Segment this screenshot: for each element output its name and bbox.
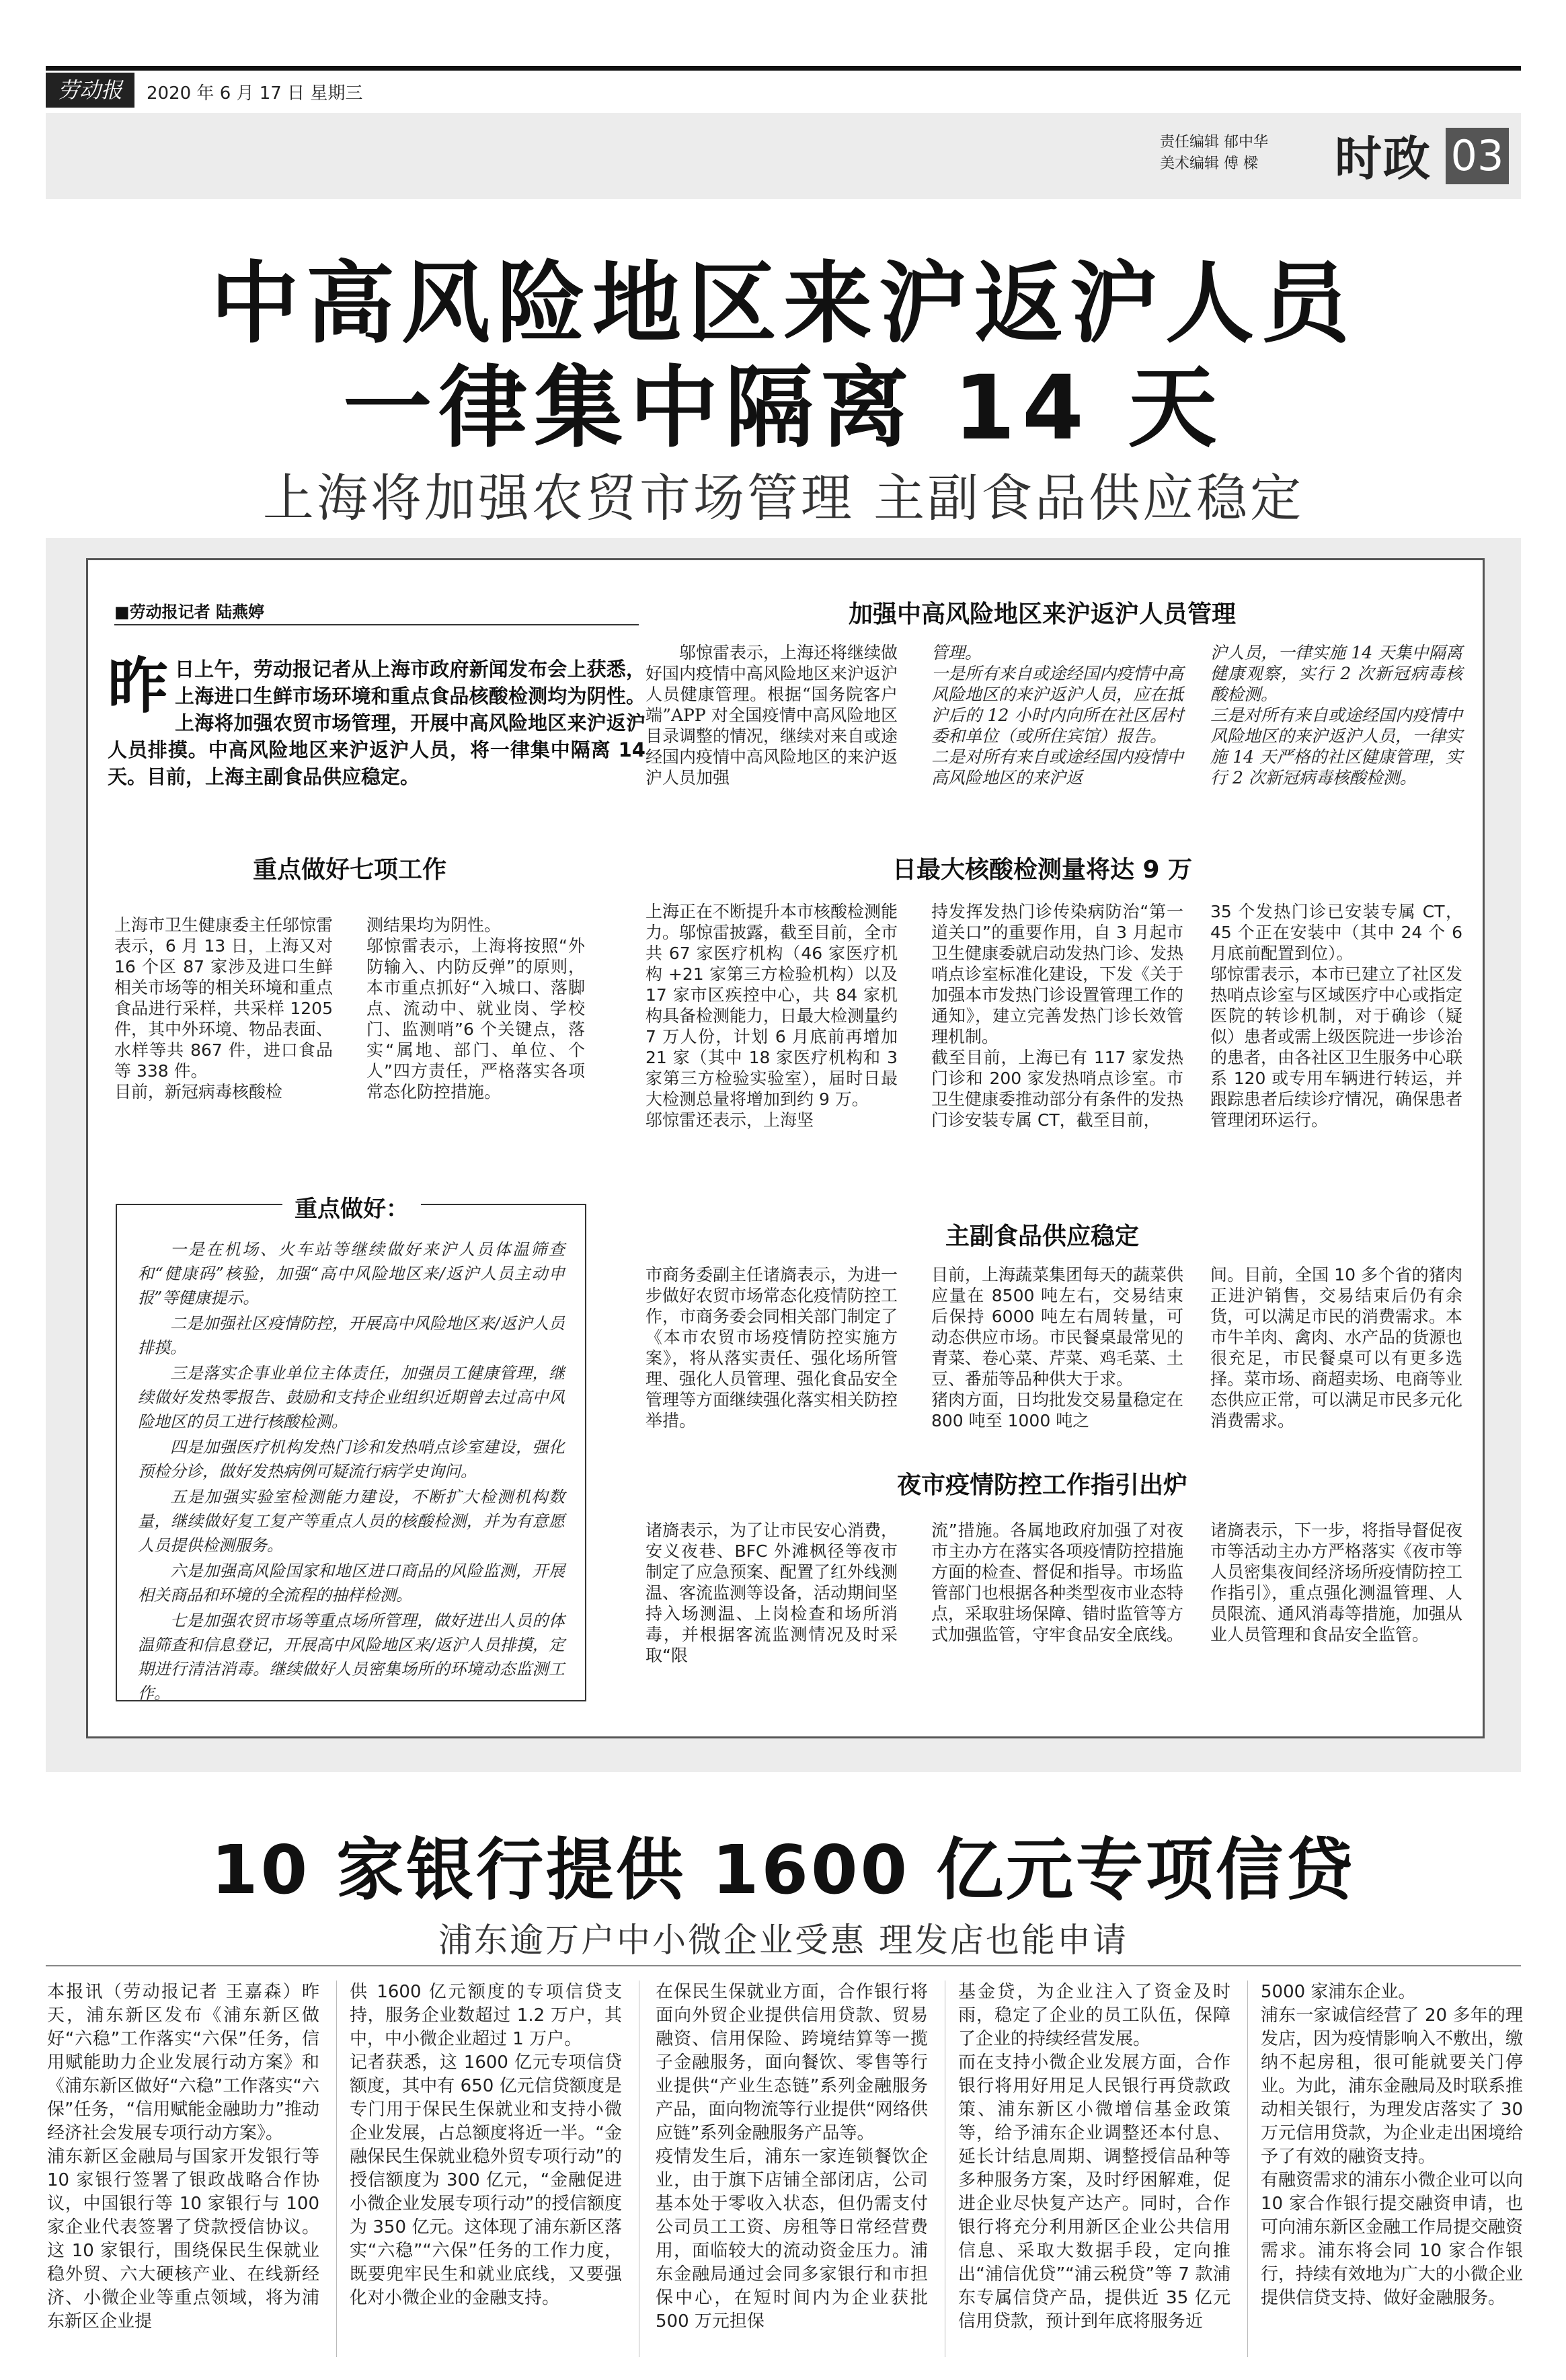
second-story-col1: 本报讯（劳动报记者 王嘉森）昨天，浦东新区发布《浦东新区做好“六稳”工作落实“六保”任务，信用赋能助力企业发展行动方案》和《浦东新区做好“六稳”工作落实“六保”任务，“信用赋能金融助力”推动经济社会发展专项行动方案》。 浦东新区金融局与国家开发银行等 10 家银行签署了银政战略合作协议，中国银行等 10 家银行与 100 家企业代表签署了贷款授信协议。这 10 家银行，围绕保民生保就业稳外贸、六大硬核产业、在线新经济、小微企业等重点领域，将为浦东新区企业提 <box>47 1982 319 2332</box>
second-headline: 10 家银行提供 1600 亿元专项信贷 <box>211 1831 1356 1909</box>
arrivals-col3: 沪人员，一律实施 14 天集中隔离健康观察，实行 2 次新冠病毒核酸检测。 三是对所有来自或途经国内疫情中风险地区的来沪返沪人员，一律实施 14 天严格的社区健康管理，实行 2 次新冠病毒核酸检测。 <box>1210 643 1463 788</box>
arrivals-col1: 邬惊雷表示，上海还将继续做好国内疫情中高风险地区来沪返沪人员健康管理。根据“国务院客户端”APP 对全国疫情中高风险地区目录调整的情况，继续对来自或途经国内疫情中高风险地区的来沪返沪人员加强 <box>645 643 898 788</box>
key-task-item: 四是加强医疗机构发热门诊和发热哨点诊室建设，强化预检分诊，做好发热病例可疑流行病学史询问。 <box>138 1438 565 1481</box>
subhead-night-market: 夜市疫情防控工作指引出炉 <box>896 1471 1187 1499</box>
newspaper-logo: 劳动报 <box>46 73 134 108</box>
second-story-col5: 5000 家浦东企业。 浦东一家诚信经营了 20 多年的理发店，因为疫情影响入不敷出，缴纳不起房租，很可能就要关门停业。为此，浦东金融局及时联系推动相关银行，为理发店落实了 30 万元信用贷款，为企业走出困境给予了有效的融资支持。 有融资需求的浦东小微企业可以向 10 家合作银行提交融资申请，也可向浦东新区金融工作局提交融资需求。浦东将会同 10 家合作银行，持续有效地为广大的小微企业提供信贷支持、做好金融服务。 <box>1261 1982 1524 2308</box>
key-task-item: 二是加强社区疫情防控，开展高中风险地区来/返沪人员排摸。 <box>138 1314 565 1357</box>
column-divider <box>336 1981 337 2357</box>
second-story-col3: 在保民生保就业方面，合作银行将面向外贸企业提供信用贷款、贸易融资、信用保险、跨境结算等一揽子金融服务，面向餐饮、零售等行业提供“产业生态链”系列金融服务产品，面向物流等行业提供“网络供应链”系列金融服务产品等。 疫情发生后，浦东一家连锁餐饮企业，由于旗下店铺全部闭店，公司基本处于零收入状态，但仍需支付公司员工工资、房租等日常经营费用，面临较大的流动资金压力。浦东金融局通过会同多家银行和市担保中心，在短时间内为企业获批 500 万元担保 <box>656 1982 928 2332</box>
testing-col1: 上海正在不断提升本市核酸检测能力。邬惊雷披露，截至目前，全市共 67 家医疗机构（46 家医疗机构 +21 家第三方检验机构）以及 17 家市区疾控中心，共 84 家机构具备检测能力，日最大检测量约 7 万人份，计划 6 月底前再增加 21 家（其中 18 家医疗机构和 3 家第三方检验实验室），届时日最大检测总量将增加到约 9 万。 邬惊雷还表示，上海坚 <box>645 902 898 1130</box>
key-task-item: 七是加强农贸市场等重点场所管理，做好进出人员的体温筛查和信息登记，开展高中风险地区来/返沪人员排摸，定期进行清洁消毒。继续做好人员密集场所的环境动态监测工作。 <box>138 1611 565 1703</box>
subhead-seven-tasks: 重点做好七项工作 <box>252 856 446 884</box>
second-story-col2: 供 1600 亿元额度的专项信贷支持，服务企业数超过 1.2 万户，其中，中小微企业超过 1 万户。 记者获悉，这 1600 亿元专项信贷额度，其中有 650 亿元信贷额度是专门用于保民生保就业和支持小微企业发展，占总额度将近一半。“金融保民生保就业稳外贸专项行动”的授信额度为 300 亿元，“金融促进小微企业发展专项行动”的授信额度为 350 亿元。这体现了浦东新区落实“六稳”“六保”任务的工作力度，既要兜牢民生和就业底线，又要强化对小微企业的金融支持。 <box>350 1982 622 2308</box>
editor-line: 责任编辑 郁中华 <box>1160 134 1268 151</box>
second-subheadline: 浦东逾万户中小微企业受惠 理发店也能申请 <box>438 1921 1128 1960</box>
top-rule <box>46 66 1521 71</box>
byline: ■劳动报记者 陆燕婷 <box>114 603 265 621</box>
key-tasks-box-title: 重点做好： <box>282 1190 421 1223</box>
testing-col2: 持发挥发热门诊传染病防治“第一道关口”的重要作用，自 3 月起市卫生健康委就启动发热门诊、发热哨点诊室标准化建设，下发《关于加强本市发热门诊设置管理工作的通知》，建立完善发热门诊长效管理机制。 截至目前，上海已有 117 家发热门诊和 200 家发热哨点诊室。市卫生健康委推动部分有条件的发热门诊安装专属 CT，截至目前， <box>931 902 1184 1130</box>
column-divider <box>1247 1981 1248 2357</box>
arrivals-col2: 管理。 一是所有来自或途经国内疫情中高风险地区的来沪返沪人员，应在抵沪后的 12 小时内向所在社区居村委和单位（或所住宾馆）报告。 二是对所有来自或途经国内疫情中高风险地区的来沪返 <box>931 643 1184 788</box>
seven-tasks-col1: 上海市卫生健康委主任邬惊雷表示，6 月 13 日，上海又对 16 个区 87 家涉及进口生鲜相关市场等的相关环境和重点食品进行采样，共采样 1205 件，其中外环境、物品表面、水样等共 867 件，进口食品等 338 件。 目前，新冠病毒核酸检 <box>114 915 334 1102</box>
seven-tasks-col2: 测结果均为阴性。 邬惊雷表示，上海将按照“外防输入、内防反弹”的原则，本市重点抓好“入城口、落脚点、流动中、就业岗、学校门、监测哨”6 个关键点，落实“属地、部门、单位、个人”四方责任，严格落实各项常态化防控措施。 <box>366 915 585 1102</box>
issue-date: 2020 年 6 月 17 日 星期三 <box>147 83 363 104</box>
key-task-item: 六是加强高风险国家和地区进口商品的风险监测，开展相关商品和环境的全流程的抽样检测。 <box>138 1562 565 1605</box>
subhead-arrivals: 加强中高风险地区来沪返沪人员管理 <box>848 601 1236 628</box>
masthead-band <box>46 113 1521 199</box>
main-headline-line2: 一律集中隔离 14 天 <box>343 356 1224 460</box>
key-tasks-list <box>138 1237 565 1707</box>
supply-col1: 市商务委副主任诸旖表示，为进一步做好农贸市场常态化疫情防控工作，市商务委会同相关部门制定了《本市农贸市场疫情防控实施方案》，将从落实责任、强化场所管理、强化人员管理、强化食品安全管理等方面继续强化落实相关防控举措。 <box>645 1265 898 1430</box>
supply-col2: 目前，上海蔬菜集团每天的蔬菜供应量在 8500 吨左右，交易结束后保持 6000 吨左右周转量，可动态供应市场。市民餐桌最常见的青菜、卷心菜、芹菜、鸡毛菜、土豆、番茄等品种供大于求。 猪肉方面，日均批发交易量稳定在 800 吨至 1000 吨之 <box>931 1265 1184 1430</box>
byline-rule <box>114 624 639 625</box>
second-story-col4: 基金贷，为企业注入了资金及时雨，稳定了企业的员工队伍，保障了企业的持续经营发展。 而在支持小微企业发展方面，合作银行将用好用足人民银行再贷款政策、浦东新区小微增信基金政策等，给予浦东企业调整还本付息、延长计结息周期、调整授信品种等多种服务方案，及时纾困解难，促进企业尽快复产达产。同时，合作银行将充分利用新区企业公共信用信息、采取大数据手段，定向推出“浦信优贷”“浦云税贷”等 7 款浦东专属信贷产品，提供近 35 亿元信用贷款，预计到年底将服务近 <box>958 1982 1230 2332</box>
key-task-item: 一是在机场、火车站等继续做好来沪人员体温筛查和“健康码”核验，加强“高中风险地区来/返沪人员主动申报”等健康提示。 <box>138 1240 565 1307</box>
art-editor-line: 美术编辑 傅 樑 <box>1160 155 1258 172</box>
subhead-supply: 主副食品供应稳定 <box>945 1223 1139 1250</box>
section-name: 时政 <box>1335 130 1432 186</box>
night-col3: 诸旖表示，下一步，将指导督促夜市等活动主办方严格落实《夜市等人员密集夜间经济场所疫情防控工作指引》，重点强化测温管理、人员限流、通风消毒等措施，加强从业人员管理和食品安全监管。 <box>1210 1521 1463 1644</box>
second-story-rule <box>46 1965 1521 1966</box>
page-number: 03 <box>1446 128 1509 184</box>
main-headline-line1: 中高风险地区来沪返沪人员 <box>210 252 1356 356</box>
main-subheadline: 上海将加强农贸市场管理 主副食品供应稳定 <box>262 468 1304 528</box>
testing-col3: 35 个发热门诊已安装专属 CT，45 个正在安装中（其中 24 个 6 月底前配置到位）。 邬惊雷表示，本市已建立了社区发热哨点诊室与区域医疗中心或指定医院的转诊机制，对于确诊（疑似）患者或需上级医院进一步诊治的患者，由各社区卫生服务中心联系 120 或专用车辆进行转运，并跟踪患者后续诊疗情况，确保患者管理闭环运行。 <box>1210 902 1463 1130</box>
lead-text: 日上午，劳动报记者从上海市政府新闻发布会上获悉，上海进口生鲜市场环境和重点食品核酸检测均为阴性。上海将加强农贸市场管理，开展中高风险地区来沪返沪人员排摸。中高风险地区来沪返沪人员，将一律集中隔离 14 天。目前，上海主副食品供应稳定。 <box>108 658 645 788</box>
supply-col3: 间。目前，全国 10 多个省的猪肉正进沪销售，交易结束后仍有余货，可以满足市民的消费需求。本市牛羊肉、禽肉、水产品的货源也很充足，市民餐桌可以有更多选择。菜市场、商超卖场、电商等业态供应正常，可以满足市民多元化消费需求。 <box>1210 1265 1463 1430</box>
night-col1: 诸旖表示，为了让市民安心消费，安义夜巷、BFC 外滩枫径等夜市制定了应急预案、配置了红外线测温、客流监测等设备，活动期间坚持入场测温、上岗检查和场所消毒，并根据客流监测情况及时采取“限 <box>645 1521 898 1665</box>
drop-cap: 昨 <box>108 651 168 722</box>
lead-paragraph <box>108 651 645 790</box>
subhead-testing: 日最大核酸检测量将达 9 万 <box>892 856 1193 884</box>
night-col2: 流”措施。各属地政府加强了对夜市主办方在落实各项疫情防控措施方面的检查、督促和指导。市场监管部门也根据各种类型夜市业态特点，采取驻场保障、错时监管等方式加强监管，守牢食品安全底线。 <box>931 1521 1184 1644</box>
key-task-item: 三是落实企事业单位主体责任，加强员工健康管理，继续做好发热零报告、鼓励和支持企业组织近期曾去过高中风险地区的员工进行核酸检测。 <box>138 1364 565 1431</box>
editors-credit <box>1160 132 1268 175</box>
key-task-item: 五是加强实验室检测能力建设，不断扩大检测机构数量，继续做好复工复产等重点人员的核酸检测，并为有意愿人员提供检测服务。 <box>138 1488 565 1555</box>
